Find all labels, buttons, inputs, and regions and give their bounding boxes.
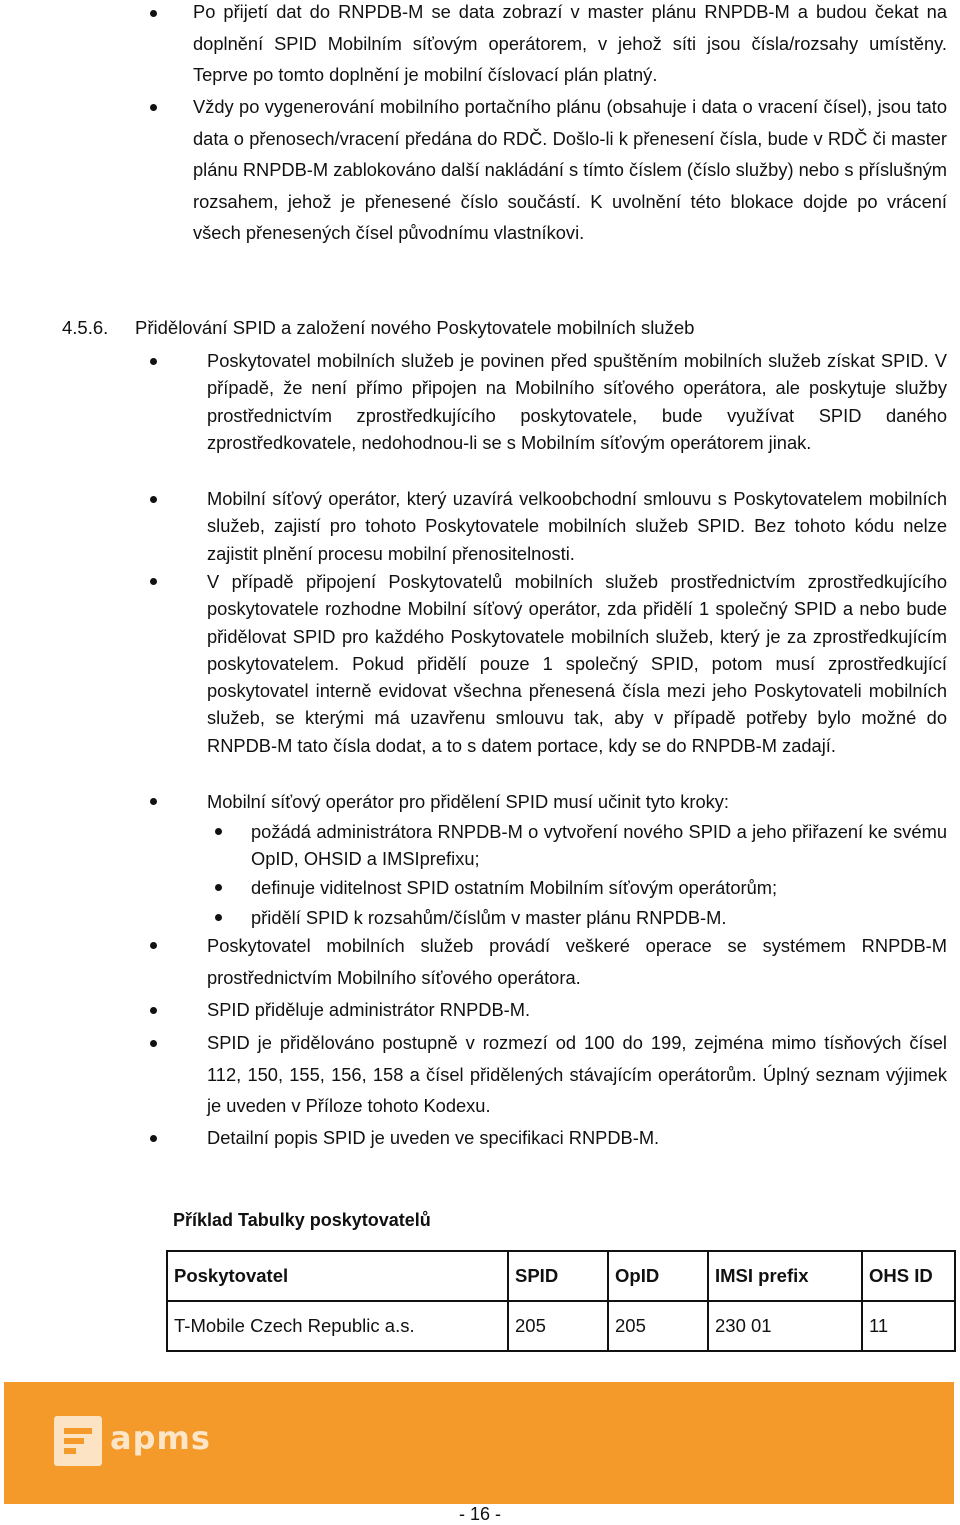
section-number: 4.5.6. bbox=[62, 317, 109, 338]
logo-text: apms bbox=[110, 1419, 211, 1457]
bullet-icon bbox=[150, 1040, 157, 1047]
logo-mark-icon bbox=[54, 1416, 102, 1466]
table-cell: 11 bbox=[862, 1301, 955, 1351]
column-header: IMSI prefix bbox=[708, 1251, 862, 1301]
table-row bbox=[167, 1301, 955, 1351]
table-cell: 205 bbox=[508, 1301, 608, 1351]
paragraph-text: Poskytovatel mobilních služeb je povinen před spuštěním mobilních služeb získat SPID. V případě, že není přímo připojen na Mobilního síťového operátora, ale poskytuje služby prostřednictvím zprostředkujícího poskytovatele, bude využívat SPID daného zprostředkovatele, nedohodnou-li se s Mobilním síťovým operátorem jinak. bbox=[207, 350, 947, 453]
paragraph-text: Poskytovatel mobilních služeb provádí veškeré operace se systémem RNPDB-M prostřednictvím Mobilního síťového operátora. bbox=[207, 935, 947, 988]
column-header: SPID bbox=[508, 1251, 608, 1301]
page-number: - 16 - bbox=[458, 1504, 501, 1524]
bullet-icon bbox=[215, 828, 222, 835]
bullet-icon bbox=[150, 10, 157, 17]
bullet-icon bbox=[150, 1007, 157, 1014]
footer-banner bbox=[4, 1382, 954, 1504]
bullet-icon bbox=[215, 914, 222, 921]
table-cell: T-Mobile Czech Republic a.s. bbox=[167, 1301, 508, 1351]
paragraph-text: Detailní popis SPID je uveden ve specifikaci RNPDB-M. bbox=[207, 1127, 660, 1148]
paragraph-text: přidělí SPID k rozsahům/číslům v master plánu RNPDB-M. bbox=[251, 907, 727, 928]
table-header-row bbox=[167, 1251, 955, 1301]
paragraph-text: Vždy po vygenerování mobilního portačního plánu (obsahuje i data o vracení čísel), jsou tato data o přenosech/vracení předána do RDČ. Došlo-li k přenesení čísla, bude v RDČ či master plánu RNPDB-M zablokováno další nakládání s tímto číslem (číslo služby) nebo s příslušným rozsahem, jehož je přenesené číslo součástí. K uvolnění této blokace dojde po vrácení všech přenesených čísel původnímu vlastníkovi. bbox=[193, 96, 947, 243]
table-title: Příklad Tabulky poskytovatelů bbox=[173, 1210, 431, 1230]
column-header: OpID bbox=[608, 1251, 708, 1301]
section-title: Přidělování SPID a založení nového Poskytovatele mobilních služeb bbox=[135, 317, 695, 338]
paragraph-text: SPID přiděluje administrátor RNPDB-M. bbox=[207, 999, 531, 1020]
apms-logo bbox=[54, 1416, 234, 1466]
bullet-icon bbox=[150, 104, 157, 111]
bullet-icon bbox=[150, 496, 157, 503]
paragraph-text: V případě připojení Poskytovatelů mobilních služeb prostřednictvím zprostředkujícího poskytovatele rozhodne Mobilní síťový operátor, zda přidělí 1 společný SPID a nebo bude přidělovat SPID pro každého Poskytovatele mobilních služeb, který je za zprostředkujícím poskytovatelem. Pokud přidělí pouze 1 společný SPID, potom musí zprostředkující poskytovatel interně evidovat všechna přenesená čísla mezi jeho Poskytovateli mobilních služeb, se kterými má uzavřenu smlouvu tak, aby v případě potřeby bylo možné do RNPDB-M tato čísla dodat, a to s datem portace, kdy se do RNPDB-M zadají. bbox=[207, 571, 947, 756]
bullet-icon bbox=[150, 1135, 157, 1142]
paragraph-text: SPID je přidělováno postupně v rozmezí od 100 do 199, zejména mimo tísňových čísel 112, 150, 155, 156, 158 a čísel přidělených stávajícím operátorům. Úplný seznam výjimek je uveden v Příloze tohoto Kodexu. bbox=[207, 1032, 947, 1116]
paragraph-text: požádá administrátora RNPDB-M o vytvoření nového SPID a jeho přiřazení ke svému OpID, OHSID a IMSIprefixu; bbox=[251, 821, 947, 870]
providers-table bbox=[166, 1250, 956, 1352]
paragraph-text: definuje viditelnost SPID ostatním Mobilním síťovým operátorům; bbox=[251, 877, 778, 898]
paragraph-text: Po přijetí dat do RNPDB-M se data zobrazí v master plánu RNPDB-M a budou čekat na doplnění SPID Mobilním síťovým operátorem, v jehož síti jsou čísla/rozsahy umístěny. Teprve po tomto doplnění je mobilní číslovací plán platný. bbox=[193, 1, 947, 85]
section-heading bbox=[62, 314, 695, 342]
bullet-icon bbox=[215, 884, 222, 891]
column-header: OHS ID bbox=[862, 1251, 955, 1301]
paragraph-text: Mobilní síťový operátor, který uzavírá velkoobchodní smlouvu s Poskytovatelem mobilních služeb, zajistí pro tohoto Poskytovatele mobilních služeb SPID. Bez tohoto kódu nelze zajistit plnění procesu mobilní přenositelnosti. bbox=[207, 488, 947, 564]
column-header: Poskytovatel bbox=[167, 1251, 508, 1301]
table-cell: 230 01 bbox=[708, 1301, 862, 1351]
bullet-icon bbox=[150, 358, 157, 365]
bullet-icon bbox=[150, 578, 157, 585]
paragraph-text: Mobilní síťový operátor pro přidělení SPID musí učinit tyto kroky: bbox=[207, 791, 729, 812]
bullet-icon bbox=[150, 798, 157, 805]
bullet-icon bbox=[150, 942, 157, 949]
table-cell: 205 bbox=[608, 1301, 708, 1351]
